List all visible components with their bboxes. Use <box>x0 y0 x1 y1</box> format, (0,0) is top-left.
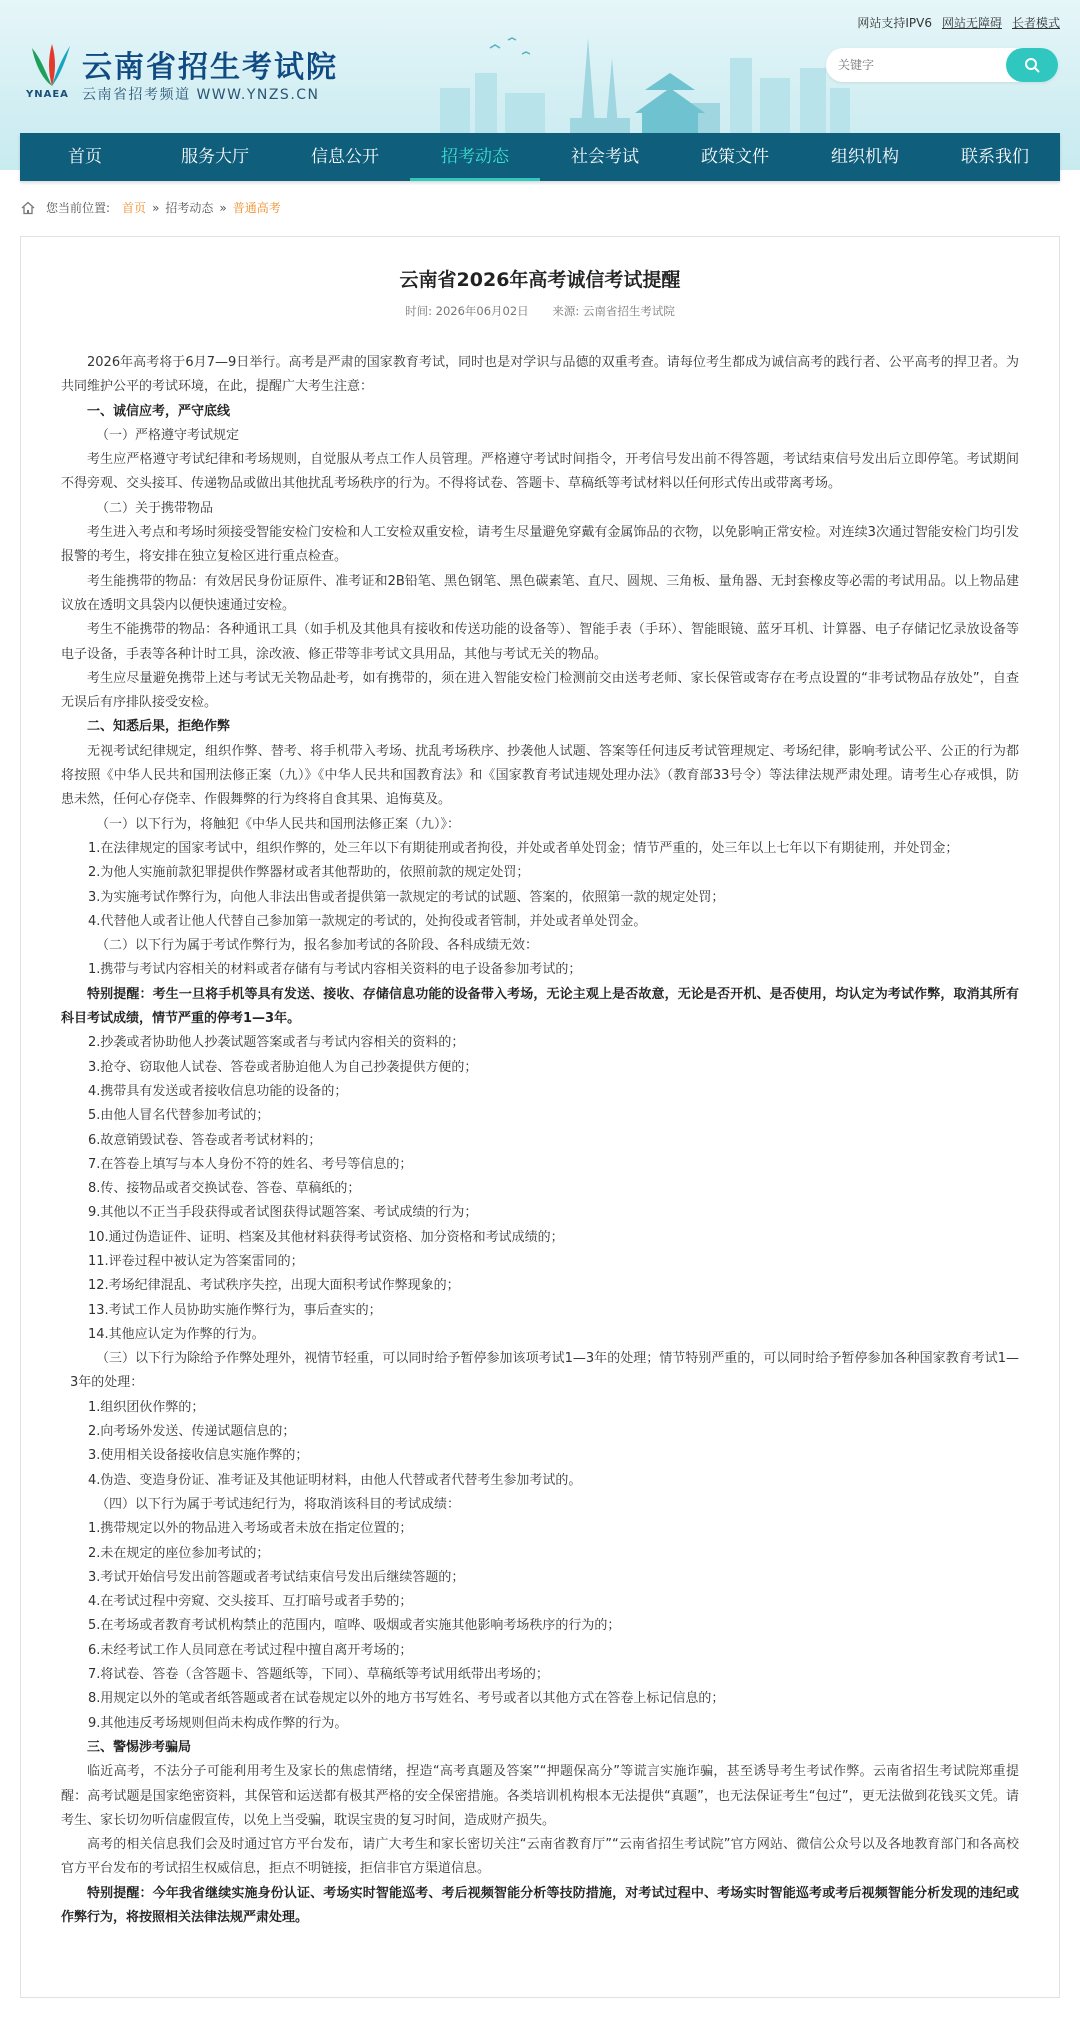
list-item: 2.为他人实施前款犯罪提供作弊器材或者其他帮助的，依照前款的规定处罚； <box>88 865 530 881</box>
home-icon <box>20 200 36 216</box>
list-item: 2.未在规定的座位参加考试的； <box>88 1545 270 1561</box>
subsection-heading: （一）严格遵守考试规定 <box>96 427 240 443</box>
paragraph: 考生应严格遵守考试纪律和考场规则，自觉服从考点工作人员管理。严格遵守考试时间指令，开考信号发出前不得答题，考试结束信号发出后立即停笔。考试期间不得旁观、交头接耳、传递物品或做出其他扰乱考场秩序的行为。不得将试卷、答题卡、草稿纸等考试材料以任何形式传出或带离考场。 <box>61 452 1019 492</box>
search-icon <box>1024 57 1040 73</box>
list-item: 14.其他应认定为作弊的行为。 <box>88 1326 265 1342</box>
paragraph: 考生进入考点和考场时须接受智能安检门安检和人工安检双重安检，请考生尽量避免穿戴有金属饰品的衣物，以免影响正常安检。对连续3次通过智能安检门均引发报警的考生，将安排在独立复检区进行重点检查。 <box>61 525 1019 565</box>
list-item: 3.使用相关设备接收信息实施作弊的； <box>88 1448 309 1464</box>
special-reminder: 特别提醒：今年我省继续实施身份认证、考场实时智能巡考、考后视频智能分析等技防措施，对考试过程中、考场实时智能巡考或考后视频智能分析发现的违纪或作弊行为，将按照相关法律法规严肃处理。 <box>61 1885 1019 1925</box>
article-meta <box>21 303 1059 319</box>
list-item: 6.未经考试工作人员同意在考试过程中擅自离开考场的； <box>88 1642 413 1658</box>
article-body <box>61 351 1019 1930</box>
paragraph: 考生不能携带的物品：各种通讯工具（如手机及其他具有接收和传送功能的设备等）、智能手表（手环）、智能眼镜、蓝牙耳机、计算器、电子存储记忆录放设备等电子设备，手表等各种计时工具，涂改液、修正带等非考试文具用品，其他与考试无关的物品。 <box>61 622 1019 662</box>
subsection-heading: （三）以下行为除给予作弊处理外，视情节轻重，可以同时给予暂停参加该项考试1—3年的处理；情节特别严重的，可以同时给予暂停参加各种国家教育考试1—3年的处理： <box>70 1351 1019 1391</box>
breadcrumb-separator: » <box>219 200 227 215</box>
list-item: 4.伪造、变造身份证、准考证及其他证明材料，由他人代替或者代替考生参加考试的。 <box>88 1472 582 1488</box>
logo-acronym: YNAEA <box>26 89 69 100</box>
accessibility-link[interactable]: 网站无障碍 <box>941 16 1002 30</box>
section-heading: 三、警惕涉考骗局 <box>87 1739 192 1755</box>
list-item: 12.考场纪律混乱、考试秩序失控，出现大面积考试作弊现象的； <box>88 1278 460 1294</box>
paragraph: 高考的相关信息我们会及时通过官方平台发布，请广大考生和家长密切关注“云南省教育厅”“云南省招生考试院”官方网站、微信公众号以及各地教育部门和各高校官方平台发布的考试招生权威信息，拒点不明链接，拒信非官方渠道信息。 <box>61 1837 1019 1877</box>
nav-exam-news[interactable]: 招考动态 <box>410 133 540 181</box>
main-nav <box>20 133 1060 181</box>
list-item: 3.抢夺、窃取他人试卷、答卷或者胁迫他人为自己抄袭提供方便的； <box>88 1059 478 1075</box>
site-title[interactable]: 云南省招生考试院 <box>82 50 338 85</box>
elder-mode-link[interactable]: 长者模式 <box>1011 16 1060 30</box>
list-item: 1.携带规定以外的物品进入考场或者未放在指定位置的； <box>88 1521 413 1537</box>
nav-organization[interactable]: 组织机构 <box>831 147 899 167</box>
breadcrumb-current[interactable]: 普通高考 <box>232 201 281 215</box>
list-item: 3.为实施考试作弊行为，向他人非法出售或者提供第一款规定的考试的试题、答案的，依照第一款的规定处罚； <box>88 889 725 905</box>
list-item: 7.在答卷上填写与本人身份不符的姓名、考号等信息的； <box>88 1156 413 1172</box>
top-links <box>857 14 1060 31</box>
article-source: 来源: 云南省招生考试院 <box>552 304 675 318</box>
article-title: 云南省2026年高考诚信考试提醒 <box>399 269 681 291</box>
list-item: 13.考试工作人员协助实施作弊行为，事后查实的； <box>88 1302 382 1318</box>
subsection-heading: （二）以下行为属于考试作弊行为，报名参加考试的各阶段、各科成绩无效： <box>96 938 539 954</box>
section-heading: 一、诚信应考，严守底线 <box>87 403 231 419</box>
breadcrumb-separator: » <box>152 200 160 215</box>
search-box <box>826 48 1058 82</box>
article-time: 时间: 2026年06月02日 <box>405 304 529 318</box>
nav-info-disclosure[interactable]: 信息公开 <box>311 147 379 167</box>
breadcrumb-exam-news[interactable]: 招考动态 <box>165 201 214 215</box>
paragraph: 2026年高考将于6月7—9日举行。高考是严肃的国家教育考试，同时也是对学识与品德的双重考查。请每位考生都成为诚信高考的践行者、公平高考的捍卫者。为共同维护公平的考试环境，在此，提醒广大考生注意： <box>61 355 1019 395</box>
city-skyline-illustration <box>430 18 850 138</box>
nav-contact[interactable]: 联系我们 <box>961 147 1029 167</box>
site-subtitle: 云南省招考频道 WWW.YNZS.CN <box>82 87 320 103</box>
list-item: 11.评卷过程中被认定为答案雷同的； <box>88 1253 304 1269</box>
nav-service-hall[interactable]: 服务大厅 <box>181 147 249 167</box>
list-item: 5.在考场或者教育考试机构禁止的范围内，喧哗、吸烟或者实施其他影响考场秩序的行为的； <box>88 1618 621 1634</box>
nav-home[interactable]: 首页 <box>68 147 102 167</box>
list-item: 2.抄袭或者协助他人抄袭试题答案或者与考试内容相关的资料的； <box>88 1035 465 1051</box>
list-item: 4.携带具有发送或者接收信息功能的设备的； <box>88 1083 348 1099</box>
list-item: 9.其他以不正当手段获得或者试图获得试题答案、考试成绩的行为； <box>88 1205 478 1221</box>
paragraph: 无视考试纪律规定，组织作弊、替考、将手机带入考场、扰乱考场秩序、抄袭他人试题、答案等任何违反考试管理规定、考场纪律，影响考试公平、公正的行为都将按照《中华人民共和国刑法修正案（九）》《中华人民共和国教育法》和《国家教育考试违规处理办法》（教育部33号令）等法律法规严肃处理。请考生心存戒惧，防患未然，任何心存侥幸、作假舞弊的行为终将自食其果、追悔莫及。 <box>61 743 1019 808</box>
list-item: 1.在法律规定的国家考试中，组织作弊的，处三年以下有期徒刑或者拘役，并处或者单处罚金；情节严重的，处三年以上七年以下有期徒刑，并处罚金； <box>88 840 959 856</box>
list-item: 1.携带与考试内容相关的材料或者存储有与考试内容相关资料的电子设备参加考试的； <box>88 962 582 978</box>
article-container <box>20 236 1060 1998</box>
nav-policy-docs[interactable]: 政策文件 <box>701 147 769 167</box>
ipv6-support-label: 网站支持IPV6 <box>857 16 932 30</box>
breadcrumb-home[interactable]: 首页 <box>122 201 147 215</box>
list-item: 9.其他违反考场规则但尚未构成作弊的行为。 <box>88 1715 348 1731</box>
breadcrumb-label: 您当前位置: <box>46 201 111 215</box>
nav-social-exams[interactable]: 社会考试 <box>571 147 639 167</box>
list-item: 4.代替他人或者让他人代替自己参加第一款规定的考试的，处拘役或者管制，并处或者单处罚金。 <box>88 913 647 929</box>
search-input[interactable] <box>826 48 1006 82</box>
subsection-heading: （四）以下行为属于考试违纪行为，将取消该科目的考试成绩： <box>96 1496 461 1512</box>
special-reminder: 特别提醒：考生一旦将手机等具有发送、接收、存储信息功能的设备带入考场，无论主观上是否故意，无论是否开机、是否使用，均认定为考试作弊，取消其所有科目考试成绩，情节严重的停考1—3年。 <box>61 986 1019 1027</box>
search-button[interactable] <box>1006 48 1058 82</box>
list-item: 2.向考场外发送、传递试题信息的； <box>88 1424 296 1440</box>
subsection-heading: （一）以下行为，将触犯《中华人民共和国刑法修正案（九）》： <box>96 816 461 832</box>
list-item: 7.将试卷、答卷（含答题卡、答题纸等，下同）、草稿纸等考试用纸带出考场的； <box>88 1667 549 1683</box>
logo-emblem-icon <box>22 40 82 90</box>
paragraph: 考生应尽量避免携带上述与考试无关物品赴考，如有携带的，须在进入智能安检门检测前交由送考老师、家长保管或寄存在考点设置的“非考试物品存放处”，自查无误后有序排队接受安检。 <box>61 670 1019 711</box>
list-item: 10.通过伪造证件、证明、档案及其他材料获得考试资格、加分资格和考试成绩的； <box>88 1229 564 1245</box>
list-item: 6.故意销毁试卷、答卷或者考试材料的； <box>88 1132 322 1148</box>
paragraph: 考生能携带的物品：有效居民身份证原件、准考证和2B铅笔、黑色钢笔、黑色碳素笔、直尺、圆规、三角板、量角器、无封套橡皮等必需的考试用品。以上物品建议放在透明文具袋内以便快速通过安检。 <box>61 573 1019 613</box>
breadcrumb <box>20 199 281 216</box>
list-item: 4.在考试过程中旁窥、交头接耳、互打暗号或者手势的； <box>88 1594 413 1610</box>
subsection-heading: （二）关于携带物品 <box>96 500 214 516</box>
paragraph: 临近高考，不法分子可能利用考生及家长的焦虑情绪，捏造“高考真题及答案”“押题保高分”等谎言实施诈骗，甚至诱导考生考试作弊。云南省招生考试院郑重提醒：高考试题是国家绝密资料，其保管和运送都有极其严格的安全保密措施。各类培训机构根本无法提供“真题”，也无法保证考生“包过”，更无法做到花钱买文凭。请考生、家长切勿听信虚假宣传，以免上当受骗，耽误宝贵的复习时间，造成财产损失。 <box>61 1764 1019 1828</box>
list-item: 8.用规定以外的笔或者纸答题或者在试卷规定以外的地方书写姓名、考号或者以其他方式在答卷上标记信息的； <box>88 1691 725 1707</box>
list-item: 1.组织团伙作弊的； <box>88 1399 205 1415</box>
list-item: 5.由他人冒名代替参加考试的； <box>88 1108 270 1124</box>
list-item: 8.传、接物品或者交换试卷、答卷、草稿纸的； <box>88 1181 361 1197</box>
list-item: 3.考试开始信号发出前答题或者考试结束信号发出后继续答题的； <box>88 1569 465 1585</box>
section-heading: 二、知悉后果，拒绝作弊 <box>87 719 231 735</box>
